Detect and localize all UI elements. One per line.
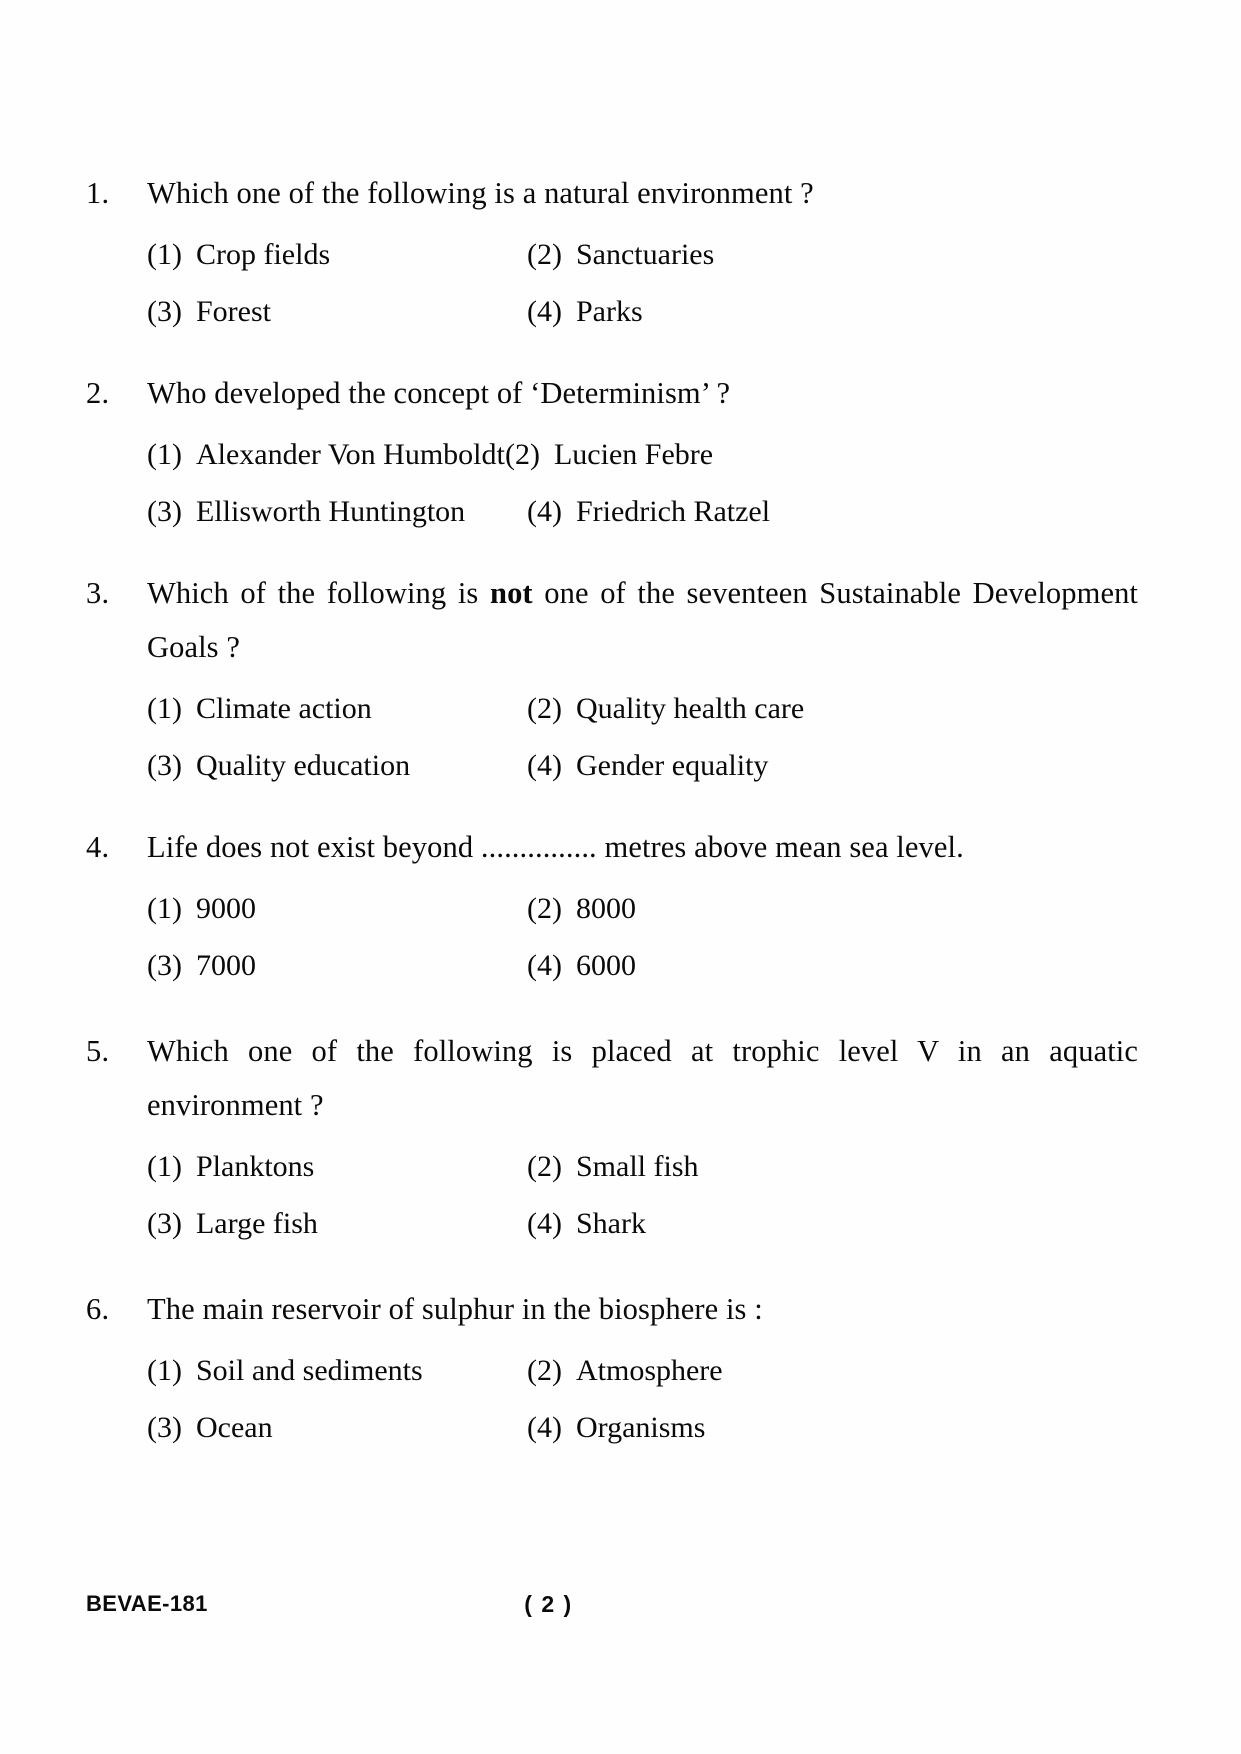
questions-container (86, 166, 1138, 1456)
option-marker: (3) (147, 749, 182, 782)
option-label: Sanctuaries (575, 238, 715, 271)
question-text: The main reservoir of sulphur in the biosphere is : (147, 1292, 763, 1326)
option-marker: (2) (505, 438, 540, 471)
option-item[interactable] (147, 1342, 527, 1399)
option-label: Climate action (195, 692, 372, 725)
question-line (86, 1024, 1138, 1132)
question-line (86, 166, 1138, 220)
option-label: Friedrich Ratzel (575, 495, 771, 528)
question-text-emphasis: not (490, 576, 533, 610)
spacer (86, 340, 1138, 366)
question-block-2 (86, 366, 1138, 540)
option-marker: (3) (147, 1411, 182, 1444)
option-row (86, 426, 1138, 483)
question-number: 6. (86, 1292, 110, 1326)
option-item[interactable] (147, 483, 527, 540)
option-marker: (4) (527, 1207, 562, 1240)
options-group (86, 1342, 1138, 1456)
option-item[interactable] (147, 283, 527, 340)
option-item[interactable] (147, 1399, 527, 1456)
option-row (86, 283, 1138, 340)
question-text: Which one of the following is placed at trophic level V in an aquatic environment ? (147, 1034, 1138, 1122)
question-number: 1. (86, 176, 110, 210)
option-row (86, 1138, 1138, 1195)
option-label: Shark (575, 1207, 646, 1240)
question-text-part1: Which of the following is (147, 576, 490, 610)
options-group (86, 226, 1138, 340)
option-marker: (1) (147, 238, 182, 271)
option-label: 9000 (195, 892, 256, 925)
option-label: Quality health care (575, 692, 805, 725)
option-label: Ocean (195, 1411, 273, 1444)
option-label: Parks (575, 295, 643, 328)
option-label: Crop fields (195, 238, 331, 271)
question-number: 5. (86, 1034, 110, 1068)
option-item[interactable] (147, 226, 527, 283)
option-item[interactable] (147, 1138, 527, 1195)
question-block-4 (86, 820, 1138, 994)
option-marker: (2) (527, 238, 562, 271)
page-number: ( 2 ) (524, 1591, 573, 1617)
option-item[interactable] (527, 1399, 1138, 1456)
question-block-6 (86, 1282, 1138, 1456)
option-item[interactable] (527, 1195, 1138, 1252)
question-block-3 (86, 566, 1138, 794)
option-marker: (3) (147, 295, 182, 328)
option-item[interactable] (527, 226, 1138, 283)
option-label: Large fish (195, 1207, 318, 1240)
option-item[interactable] (527, 937, 1138, 994)
option-item[interactable] (527, 737, 1138, 794)
question-line (86, 366, 1138, 420)
question-text (147, 566, 1138, 674)
option-marker: (4) (527, 949, 562, 982)
option-item[interactable] (527, 680, 1138, 737)
spacer (86, 794, 1138, 820)
option-marker: (1) (147, 1354, 182, 1387)
option-label: Organisms (575, 1411, 706, 1444)
option-label: Gender equality (575, 749, 769, 782)
option-item[interactable] (527, 880, 1138, 937)
option-row (86, 226, 1138, 283)
option-row (86, 483, 1138, 540)
question-number: 4. (86, 830, 110, 864)
option-item[interactable] (527, 483, 1138, 540)
option-label: Planktons (195, 1150, 315, 1183)
option-marker: (1) (147, 692, 182, 725)
paper-code: BEVAE-181 (86, 1591, 208, 1616)
option-item[interactable] (147, 937, 527, 994)
option-label: Quality education (195, 749, 411, 782)
option-item[interactable] (147, 680, 527, 737)
option-marker: (2) (527, 692, 562, 725)
option-marker: (4) (527, 1411, 562, 1444)
option-marker: (1) (147, 438, 182, 471)
option-marker: (3) (147, 495, 182, 528)
option-item[interactable] (505, 426, 1138, 483)
option-marker: (2) (527, 892, 562, 925)
question-block-5 (86, 1024, 1138, 1252)
option-label: Alexander Von Humboldt (195, 438, 505, 471)
question-number: 3. (86, 576, 110, 610)
option-row (86, 937, 1138, 994)
question-block-1 (86, 166, 1138, 340)
option-marker: (3) (147, 949, 182, 982)
option-marker: (3) (147, 1207, 182, 1240)
question-line (86, 566, 1138, 674)
option-item[interactable] (527, 283, 1138, 340)
question-number: 2. (86, 376, 110, 410)
option-row (86, 1342, 1138, 1399)
question-line (86, 820, 1138, 874)
option-row (86, 1195, 1138, 1252)
option-marker: (4) (527, 749, 562, 782)
question-text: Who developed the concept of ‘Determinism’ ? (147, 376, 731, 410)
option-row (86, 880, 1138, 937)
option-label: 8000 (575, 892, 636, 925)
option-item[interactable] (527, 1138, 1138, 1195)
option-row (86, 1399, 1138, 1456)
option-item[interactable] (147, 426, 505, 483)
question-text-part2: one of the seventeen Sustainable Development Goals ? (147, 576, 1139, 664)
option-item[interactable] (527, 1342, 1138, 1399)
options-group (86, 426, 1138, 540)
options-group (86, 680, 1138, 794)
spacer (86, 994, 1138, 1024)
option-label: Small fish (575, 1150, 699, 1183)
option-label: 6000 (575, 949, 636, 982)
spacer (86, 540, 1138, 566)
spacer (86, 1252, 1138, 1282)
option-label: Ellisworth Huntington (195, 495, 466, 528)
option-item[interactable] (147, 737, 527, 794)
option-label: Forest (195, 295, 271, 328)
options-group (86, 880, 1138, 994)
option-marker: (1) (147, 1150, 182, 1183)
options-group (86, 1138, 1138, 1252)
option-label: Atmosphere (575, 1354, 723, 1387)
question-text: Which one of the following is a natural environment ? (147, 176, 814, 210)
option-marker: (4) (527, 295, 562, 328)
question-text: Life does not exist beyond ............... metres above mean sea level. (147, 830, 964, 864)
option-marker: (1) (147, 892, 182, 925)
option-label: Lucien Febre (553, 438, 714, 471)
option-row (86, 680, 1138, 737)
option-marker: (4) (527, 495, 562, 528)
option-label: 7000 (195, 949, 256, 982)
page-footer (86, 1591, 1138, 1617)
option-row (86, 737, 1138, 794)
option-item[interactable] (147, 1195, 527, 1252)
question-line (86, 1282, 1138, 1336)
option-item[interactable] (147, 880, 527, 937)
option-marker: (2) (527, 1354, 562, 1387)
option-label: Soil and sediments (195, 1354, 423, 1387)
option-marker: (2) (527, 1150, 562, 1183)
